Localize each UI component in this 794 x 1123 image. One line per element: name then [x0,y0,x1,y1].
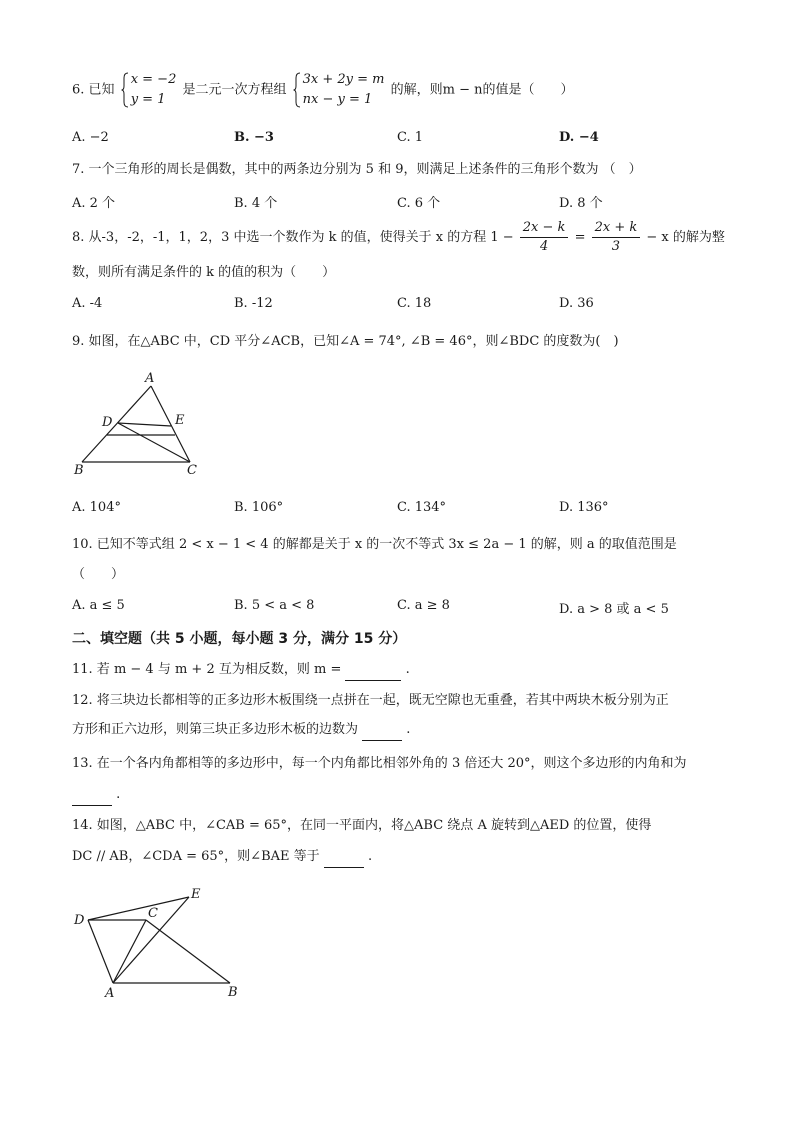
q9-triangle-figure [70,370,210,478]
q8-option-d[interactable]: D. 36 [559,296,594,311]
q8-options [72,296,722,316]
q6-sys1-row1: x = −2 [130,72,177,87]
q9-label-b: B [74,463,84,478]
q9-segment-dc [118,423,190,462]
q8-frac1-numerator: 2x − k [520,219,569,238]
q13-answer-blank[interactable] [72,785,112,806]
q6-option-d[interactable]: D. −4 [559,130,599,145]
q7-option-b[interactable]: B. 4 个 [234,196,278,211]
q8-text-b: − x 的解为整 [646,230,725,245]
q11-text-b: . [405,662,410,677]
q14-edge-cb [146,920,230,983]
q6-system-equations [293,70,385,110]
q8-fraction-1 [520,219,569,256]
q14-label-c: C [148,906,158,921]
q9-label-a: A [145,371,155,386]
q6-option-c[interactable]: C. 1 [397,130,424,145]
q14-text-b: DC // AB，∠CDA = 65°，则∠BAE 等于 [72,849,320,864]
q13-text-b: . [116,787,121,802]
question-12-line2 [72,720,722,741]
q9-options [72,500,722,520]
q6-system-solution [121,70,177,110]
q8-frac2-denominator: 3 [611,239,621,254]
q6-option-b[interactable]: B. −3 [234,130,274,145]
q9-option-b[interactable]: B. 106° [234,500,284,515]
brace-icon [121,72,129,108]
q8-frac2-numerator: 2x + k [592,219,641,238]
question-8-line2: 数，则所有满足条件的 k 的值的积为（ ） [72,265,336,280]
q7-option-c[interactable]: C. 6 个 [397,196,441,211]
q10-option-b[interactable]: B. 5 < a < 8 [234,598,315,613]
question-6 [72,70,722,114]
brace-icon [293,72,301,108]
question-7: 7. 一个三角形的周长是偶数，其中的两条边分别为 5 和 9，则满足上述条件的三角形个数为 （ ） [72,162,642,177]
section-2-heading: 二、填空题（共 5 小题，每小题 3 分，满分 15 分） [72,631,407,647]
q14-label-e: E [191,887,201,902]
question-13-line2 [72,785,722,806]
question-12-line1: 12. 将三块边长都相等的正多边形木板围绕一点拼在一起，既无空隙也无重叠，若其中两块木板分别为正 [72,693,669,708]
q11-text-a: 11. 若 m − 4 与 m + 2 互为相反数，则 m = [72,662,342,677]
q9-option-d[interactable]: D. 136° [559,500,609,515]
question-10-line1: 10. 已知不等式组 2 < x − 1 < 4 的解都是关于 x 的一次不等式 3x ≤ 2a − 1 的解，则 a 的取值范围是 [72,537,677,552]
q6-mid-text: 是二元一次方程组 [182,82,287,98]
question-9: 9. 如图，在△ABC 中，CD 平分∠ACB，已知∠A = 74°, ∠B = 46°，则∠BDC 的度数为( ) [72,334,619,349]
q7-option-a[interactable]: A. 2 个 [72,196,116,211]
q6-number: 6. 已知 [72,82,115,98]
q6-sys1-row2: y = 1 [130,92,166,107]
q9-segment-de [118,423,171,426]
q10-options [72,598,722,618]
question-10-line2: （ ） [72,567,125,582]
q11-answer-blank[interactable] [345,660,401,681]
q14-text-c: . [367,849,373,864]
q12-text-b: 方形和正六边形，则第三块正多边形木板的边数为 [72,722,359,737]
q6-sys2-row1: 3x + 2y = m [302,72,385,87]
q14-label-a: A [105,986,115,1001]
q8-option-a[interactable]: A. -4 [72,296,103,311]
q7-options [72,192,722,212]
q9-option-c[interactable]: C. 134° [397,500,447,515]
q8-option-c[interactable]: C. 18 [397,296,432,311]
q6-options [72,130,722,150]
q9-label-d: D [102,415,113,430]
question-11 [72,660,722,681]
q6-option-a[interactable]: A. −2 [72,130,109,145]
q12-answer-blank[interactable] [362,720,402,741]
q14-rotation-figure [70,882,250,1002]
q12-text-c: . [406,722,411,737]
q9-label-e: E [175,413,185,428]
q9-option-a[interactable]: A. 104° [72,500,121,515]
q7-option-d[interactable]: D. 8 个 [559,196,603,211]
question-13-line1: 13. 在一个各内角都相等的多边形中，每一个内角都比相邻外角的 3 倍还大 20°，则这个多边形的内角和为 [72,756,687,771]
question-14-line1: 14. 如图，△ABC 中，∠CAB = 65°，在同一平面内，将△ABC 绕点 A 旋转到△AED 的位置，使得 [72,818,652,833]
q14-answer-blank[interactable] [324,847,364,868]
q10-option-c[interactable]: C. a ≥ 8 [397,598,450,613]
q14-edge-de [88,897,189,920]
q10-option-a[interactable]: A. a ≤ 5 [72,598,125,613]
q6-sys2-row2: nx − y = 1 [302,92,373,107]
q14-label-b: B [228,985,238,1000]
q10-option-d[interactable]: D. a > 8 或 a < 5 [559,602,669,617]
q8-equals: = [574,230,586,245]
q8-fraction-2 [592,219,641,256]
q9-label-c: C [187,463,197,478]
q8-text-a: 8. 从-3，-2，-1，1，2，3 中选一个数作为 k 的值，使得关于 x 的方程 1 − [72,230,514,245]
q6-tail-text: 的解，则m − n的值是（ ） [390,82,574,98]
q14-edge-da [88,920,113,983]
question-14-line2 [72,847,722,868]
q8-frac1-denominator: 4 [539,239,549,254]
q14-label-d: D [74,913,85,928]
q8-option-b[interactable]: B. -12 [234,296,273,311]
question-8-line1 [72,219,725,259]
